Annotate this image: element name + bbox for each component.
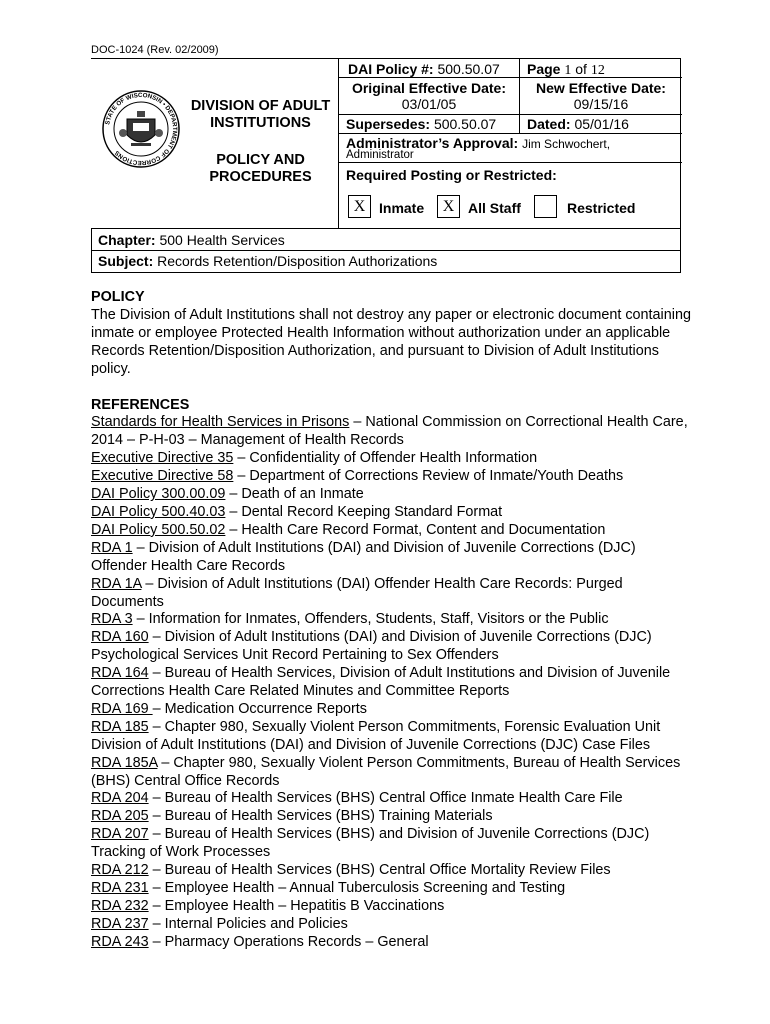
reference-description: – Health Care Record Format, Content and Documentation — [225, 521, 606, 538]
reference-link[interactable]: RDA 3 — [91, 611, 133, 628]
reference-item — [91, 665, 691, 701]
reference-item — [91, 701, 691, 719]
reference-link[interactable]: RDA 207 — [91, 826, 149, 843]
reference-description: – Medication Occurrence Reports — [152, 700, 367, 717]
references-list — [91, 414, 691, 951]
reference-link[interactable]: RDA 237 — [91, 915, 149, 932]
divider — [339, 114, 682, 115]
reference-description: – Division of Adult Institutions (DAI) and Division of Juvenile Corrections (DJC) Offender Health Care Records — [91, 539, 636, 574]
reference-link[interactable]: RDA 212 — [91, 862, 149, 879]
original-effective-label: Original Effective Date: — [351, 80, 507, 96]
reference-link[interactable]: Executive Directive 58 — [91, 468, 234, 485]
divider — [339, 133, 682, 134]
new-effective-date: 09/15/16 — [573, 96, 629, 112]
reference-link[interactable]: RDA 1 — [91, 539, 133, 556]
policy-procedures-title: POLICY AND PROCEDURES — [209, 152, 312, 185]
restricted-checkbox[interactable] — [534, 195, 557, 218]
reference-link[interactable]: RDA 185A — [91, 754, 158, 771]
reference-link[interactable]: RDA 164 — [91, 665, 149, 682]
chapter: Chapter: 500 Health Services — [98, 232, 285, 248]
reference-link[interactable]: RDA 185 — [91, 718, 149, 735]
reference-item — [91, 486, 691, 504]
reference-description: – Bureau of Health Services, Division of Adult Institutions and Division of Juvenile Corrections Health Care Related Minutes and Committee Reports — [91, 665, 671, 700]
reference-link[interactable]: Standards for Health Services in Prisons — [91, 414, 350, 431]
reference-description: – Division of Adult Institutions (DAI) Offender Health Care Records: Purged Documents — [91, 575, 623, 610]
reference-link[interactable]: RDA 204 — [91, 790, 149, 807]
reference-item — [91, 504, 691, 522]
page-count: Page 1 of 12 — [527, 61, 605, 78]
reference-link[interactable]: RDA 160 — [91, 629, 149, 646]
reference-item — [91, 916, 691, 934]
reference-description: – Internal Policies and Policies — [148, 915, 348, 932]
reference-item — [91, 468, 691, 486]
reference-item — [91, 450, 691, 468]
reference-item — [91, 540, 691, 576]
reference-link[interactable]: RDA 232 — [91, 897, 149, 914]
all-staff-checkbox[interactable]: X — [437, 195, 460, 218]
policy-header — [91, 58, 681, 228]
reference-description: – Information for Inmates, Offenders, Students, Staff, Visitors or the Public — [132, 611, 609, 628]
references-heading: REFERENCES — [91, 396, 190, 413]
reference-description: – Pharmacy Operations Records – General — [148, 933, 429, 950]
policy-info-box — [338, 59, 681, 229]
reference-description: – Bureau of Health Services (BHS) Central Office Inmate Health Care File — [148, 790, 623, 807]
reference-item — [91, 826, 691, 862]
reference-link[interactable]: RDA 243 — [91, 933, 149, 950]
all-staff-label: All Staff — [468, 200, 521, 216]
inmate-checkbox[interactable]: X — [348, 195, 371, 218]
seal-text: STATE OF WISCONSIN • DEPARTMENT OF CORRECTIONS — [104, 91, 179, 167]
reference-link[interactable]: DAI Policy 300.00.09 — [91, 486, 226, 503]
divider — [339, 162, 682, 163]
reference-description: – Bureau of Health Services (BHS) Training Materials — [148, 808, 493, 825]
reference-description: – Employee Health – Annual Tuberculosis Screening and Testing — [148, 880, 566, 896]
reference-item — [91, 898, 691, 916]
posting-label: Required Posting or Restricted: — [346, 167, 557, 183]
reference-description: – Dental Record Keeping Standard Format — [225, 503, 503, 520]
administrator-title: Administrator — [346, 149, 414, 161]
reference-item — [91, 755, 691, 791]
reference-description: – Bureau of Health Services (BHS) Central Office Mortality Review Files — [148, 862, 611, 879]
dated: Dated: 05/01/16 — [527, 116, 629, 132]
supersedes: Supersedes: 500.50.07 — [346, 116, 497, 132]
restricted-label: Restricted — [567, 200, 636, 216]
document-body — [91, 289, 691, 952]
inmate-label: Inmate — [379, 200, 425, 216]
reference-link[interactable]: DAI Policy 500.40.03 — [91, 503, 226, 520]
original-effective-date: 03/01/05 — [401, 96, 457, 112]
reference-item — [91, 934, 691, 952]
reference-item — [91, 808, 691, 826]
division-title: DIVISION OF ADULT INSTITUTIONS — [190, 98, 331, 131]
state-seal-icon — [101, 89, 181, 169]
reference-item — [91, 719, 691, 755]
reference-item — [91, 880, 691, 898]
reference-description: – Department of Corrections Review of Inmate/Youth Deaths — [233, 468, 624, 485]
reference-item — [91, 611, 691, 629]
reference-description: – Chapter 980, Sexually Violent Person Commitments, Forensic Evaluation Unit Division of Adult Institutions (DAI) and Division of Juvenile Corrections (DJC) Case Files — [91, 718, 661, 753]
reference-description: – Chapter 980, Sexually Violent Person Commitments, Bureau of Health Services (BHS) Central Office Records — [91, 754, 681, 789]
reference-link[interactable]: DAI Policy 500.50.02 — [91, 521, 226, 538]
reference-item — [91, 790, 691, 808]
reference-description: – Confidentiality of Offender Health Information — [233, 450, 538, 467]
reference-description: – Employee Health – Hepatitis B Vaccinations — [148, 897, 445, 914]
policy-text: The Division of Adult Institutions shall not destroy any paper or electronic document containing inmate or employee Protected Health Information without authorization under an applicable Records Retention/Disposition Authorization, and pursuant to Division of Adult Institutions policy. — [91, 306, 691, 377]
chapter-subject-box — [91, 228, 681, 273]
reference-link[interactable]: RDA 205 — [91, 808, 149, 825]
reference-link[interactable]: Executive Directive 35 — [91, 450, 234, 467]
divider — [92, 250, 680, 251]
subject: Subject: Records Retention/Disposition Authorizations — [98, 253, 438, 269]
reference-description: – National Commission on Correctional Health Care, 2014 – P-H-03 – Management of Health Records — [91, 414, 688, 449]
reference-item — [91, 414, 691, 450]
policy-number: DAI Policy #: 500.50.07 — [348, 61, 500, 77]
reference-item — [91, 862, 691, 880]
reference-item — [91, 522, 691, 540]
reference-description: – Death of an Inmate — [225, 486, 364, 503]
new-effective-label: New Effective Date: — [536, 80, 666, 96]
divider — [339, 77, 682, 78]
reference-description: – Bureau of Health Services (BHS) and Division of Juvenile Corrections (DJC) Tracking of Work Processes — [91, 826, 650, 861]
reference-description: – Division of Adult Institutions (DAI) and Division of Juvenile Corrections (DJC) Psychological Services Unit Record Pertaining to Sex Offenders — [91, 629, 652, 664]
reference-link[interactable]: RDA 231 — [91, 880, 149, 896]
policy-heading: POLICY — [91, 289, 145, 305]
reference-item — [91, 576, 691, 612]
reference-link[interactable]: RDA 1A — [91, 575, 142, 592]
administrator-approval: Administrator’s Approval: Jim Schwochert, — [346, 135, 611, 151]
reference-item — [91, 629, 691, 665]
reference-link[interactable]: RDA 169 — [91, 700, 153, 717]
doc-number: DOC-1024 (Rev. 02/2009) — [91, 44, 219, 56]
